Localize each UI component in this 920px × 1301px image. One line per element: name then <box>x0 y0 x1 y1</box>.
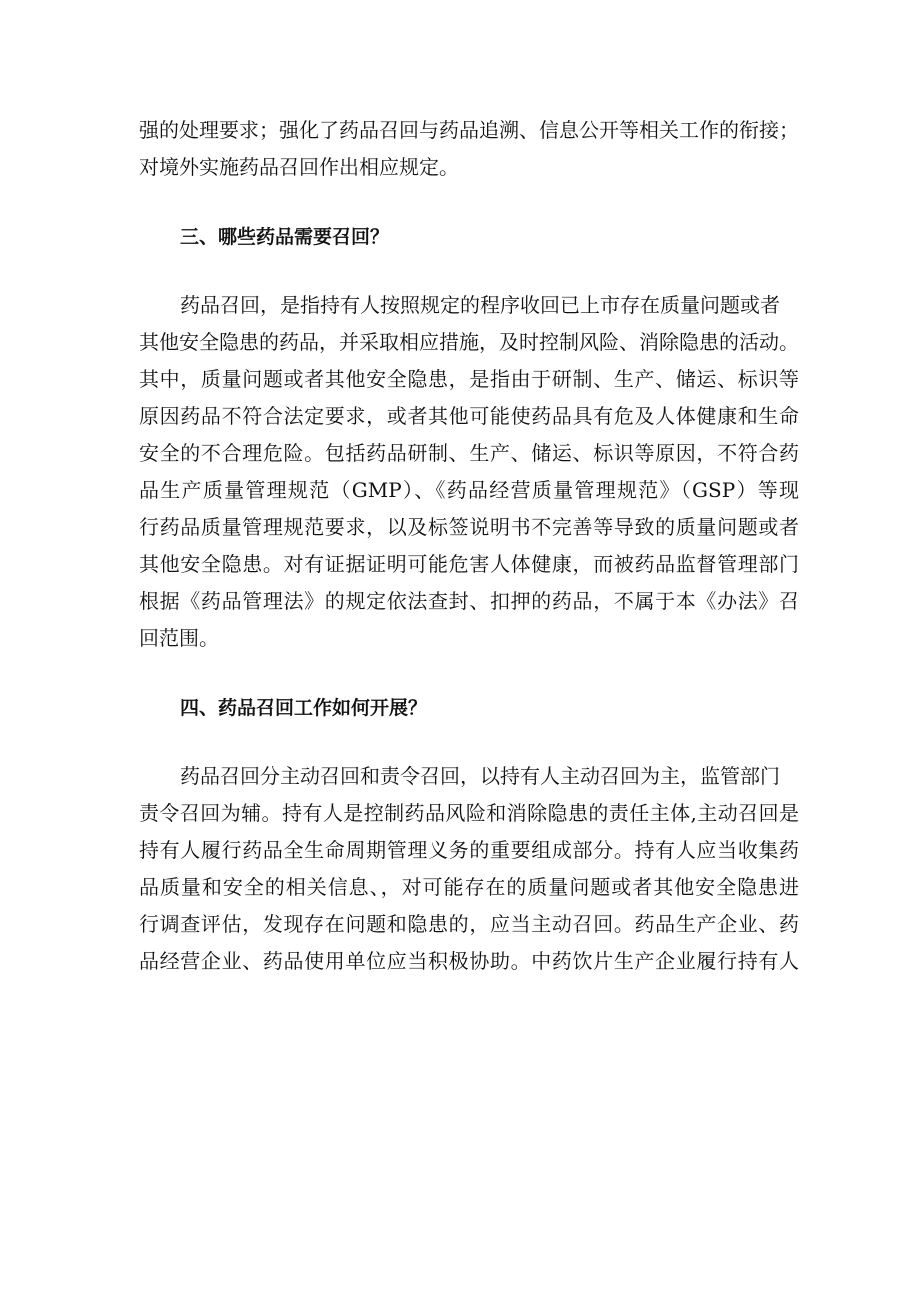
paragraph-line: 药品召回，是指持有人按照规定的程序收回已上市存在质量问题或者 <box>180 293 780 317</box>
paragraph-line: 品生产质量管理规范（GMP）、《药品经营质量管理规范》（GSP）等现 <box>139 478 799 502</box>
paragraph-spacer <box>139 186 799 219</box>
paragraph-line: 强的处理要求；强化了药品召回与药品追溯、信息公开等相关工作的衔接； <box>139 118 799 142</box>
paragraph-spacer <box>139 256 799 287</box>
paragraph-line: 根据《药品管理法》的规定依法查封、扣押的药品，不属于本《办法》召 <box>139 589 799 613</box>
paragraph-line: 药品召回分主动召回和责令召回，以持有人主动召回为主，监管部门 <box>180 764 780 788</box>
intro-paragraph <box>139 112 799 186</box>
paragraph-line: 其中，质量问题或者其他安全隐患，是指由于研制、生产、储运、标识等 <box>139 367 799 391</box>
paragraph-line: 责令召回为辅。持有人是控制药品风险和消除隐患的责任主体,主动召回是 <box>139 801 799 825</box>
paragraph-spacer <box>139 727 799 758</box>
paragraph-line: 品经营企业、药品使用单位应当积极协助。中药饮片生产企业履行持有人 <box>139 949 799 973</box>
paragraph-line: 持有人履行药品全生命周期管理义务的重要组成部分。持有人应当收集药 <box>139 838 799 862</box>
document-body <box>139 112 799 980</box>
paragraph-line: 安全的不合理危险。包括药品研制、生产、储运、标识等原因，不符合药 <box>139 441 799 465</box>
section-3-paragraph <box>139 287 799 657</box>
paragraph-line: 其他安全隐患的药品，并采取相应措施，及时控制风险、消除隐患的活动。 <box>139 330 799 354</box>
paragraph-line: 原因药品不符合法定要求，或者其他可能使药品具有危及人体健康和生命 <box>139 404 799 428</box>
paragraph-line: 回范围。 <box>139 626 219 650</box>
paragraph-line: 其他安全隐患。对有证据证明可能危害人体健康，而被药品监督管理部门 <box>139 552 799 576</box>
paragraph-line: 行调查评估，发现存在问题和隐患的，应当主动召回。药品生产企业、药 <box>139 912 799 936</box>
paragraph-line: 对境外实施药品召回作出相应规定。 <box>139 155 459 179</box>
paragraph-line: 行药品质量管理规范要求，以及标签说明书不完善等导致的质量问题或者 <box>139 515 799 539</box>
section-4-paragraph <box>139 758 799 980</box>
paragraph-spacer <box>139 657 799 690</box>
section-3-heading: 三、哪些药品需要召回？ <box>180 226 390 248</box>
paragraph-line: 品质量和安全的相关信息、，对可能存在的质量问题或者其他安全隐患进 <box>139 875 799 899</box>
section-4-heading: 四、药品召回工作如何开展？ <box>180 697 428 719</box>
